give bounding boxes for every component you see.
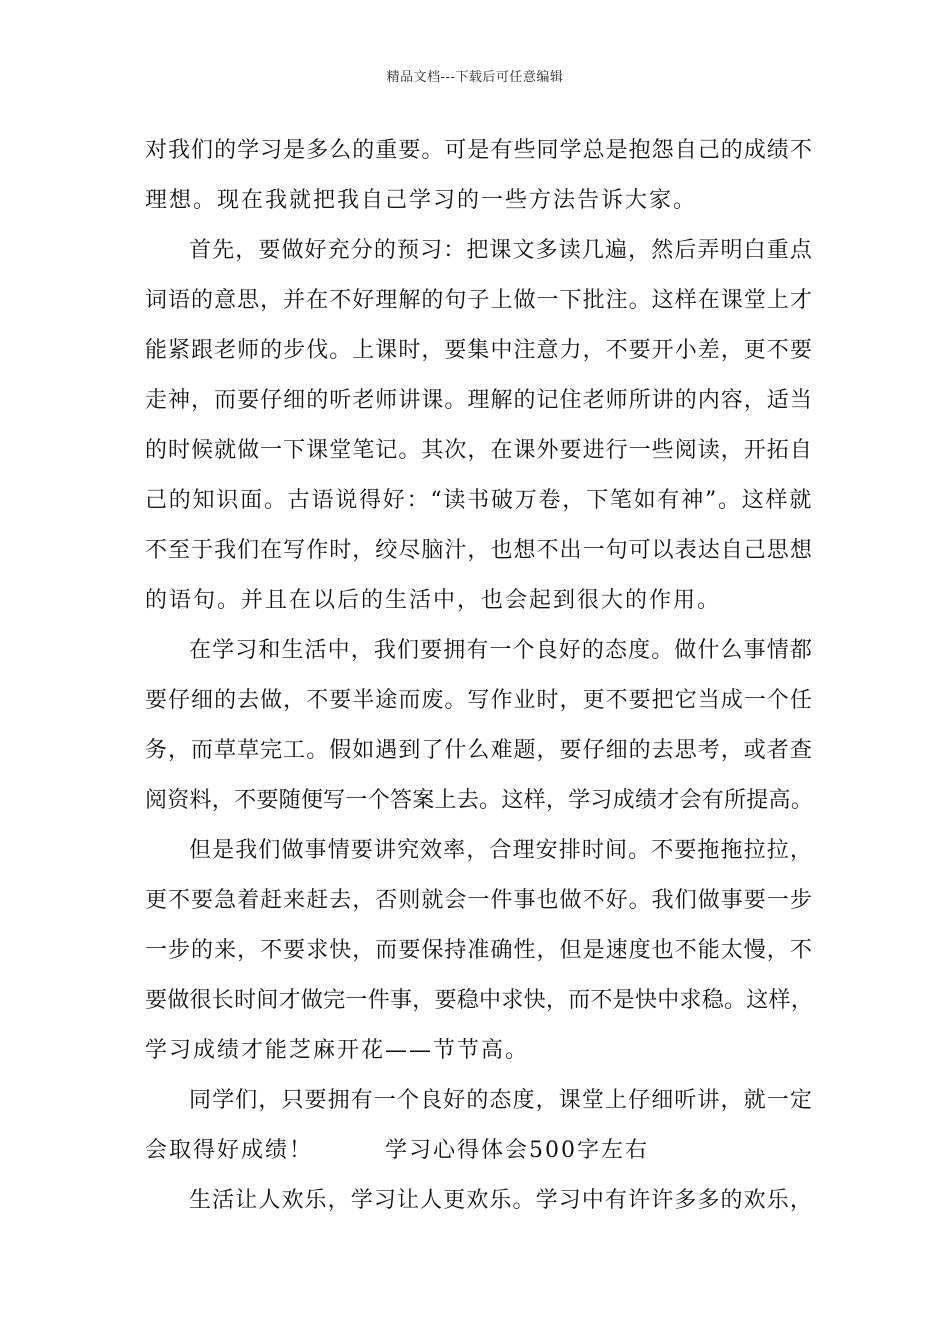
text-line: 但是我们做事情要讲究效率，合理安排时间。不要拖拖拉拉，	[189, 838, 813, 863]
text-line: 首先，要做好充分的预习：把课文多读几遍，然后弄明白重点	[189, 238, 813, 263]
text-line: 己的知识面。古语说得好：“读书破万卷，下笔如有神”。这样就	[145, 488, 814, 513]
text-line: 要做很长时间才做完一件事，要稳中求快，而不是快中求稳。这样，	[145, 988, 814, 1013]
body-text	[145, 126, 813, 1226]
text-line: 学习成绩才能芝麻开花——节节高。	[145, 1038, 530, 1063]
text-line: 阅资料，不要随便写一个答案上去。这样，学习成绩才会有所提高。	[145, 788, 814, 813]
text-line: 会取得好成绩！ 学习心得体会500字左右	[145, 1138, 649, 1163]
text-line: 一步的来，不要求快，而要保持准确性，但是速度也不能太慢，不	[145, 938, 813, 963]
text-line: 走神，而要仔细的听老师讲课。理解的记住老师所讲的内容，适当	[145, 388, 813, 413]
text-line: 词语的意思，并在不好理解的句子上做一下批注。这样在课堂上才	[145, 288, 813, 313]
text-line: 理想。现在我就把我自己学习的一些方法告诉大家。	[145, 188, 698, 213]
text-line: 务，而草草完工。假如遇到了什么难题，要仔细的去思考，或者查	[145, 738, 813, 763]
text-line: 要仔细的去做，不要半途而废。写作业时，更不要把它当成一个任	[145, 688, 813, 713]
text-line: 同学们，只要拥有一个良好的态度，课堂上仔细听讲，就一定	[189, 1088, 813, 1113]
text-line: 的语句。并且在以后的生活中，也会起到很大的作用。	[145, 588, 722, 613]
text-line: 在学习和生活中，我们要拥有一个良好的态度。做什么事情都	[189, 638, 813, 663]
page-header: 精品文档---下载后可任意编辑	[386, 70, 564, 85]
text-line: 生活让人欢乐，学习让人更欢乐。学习中有许许多多的欢乐，	[189, 1188, 813, 1213]
text-line: 对我们的学习是多么的重要。可是有些同学总是抱怨自己的成绩不	[145, 138, 813, 163]
text-line: 不至于我们在写作时，绞尽脑汁，也想不出一句可以表达自己思想	[145, 538, 813, 563]
text-line: 更不要急着赶来赶去，否则就会一件事也做不好。我们做事要一步	[145, 888, 813, 913]
text-line: 的时候就做一下课堂笔记。其次，在课外要进行一些阅读，开拓自	[145, 438, 813, 463]
text-line: 能紧跟老师的步伐。上课时，要集中注意力，不要开小差，更不要	[145, 338, 813, 363]
